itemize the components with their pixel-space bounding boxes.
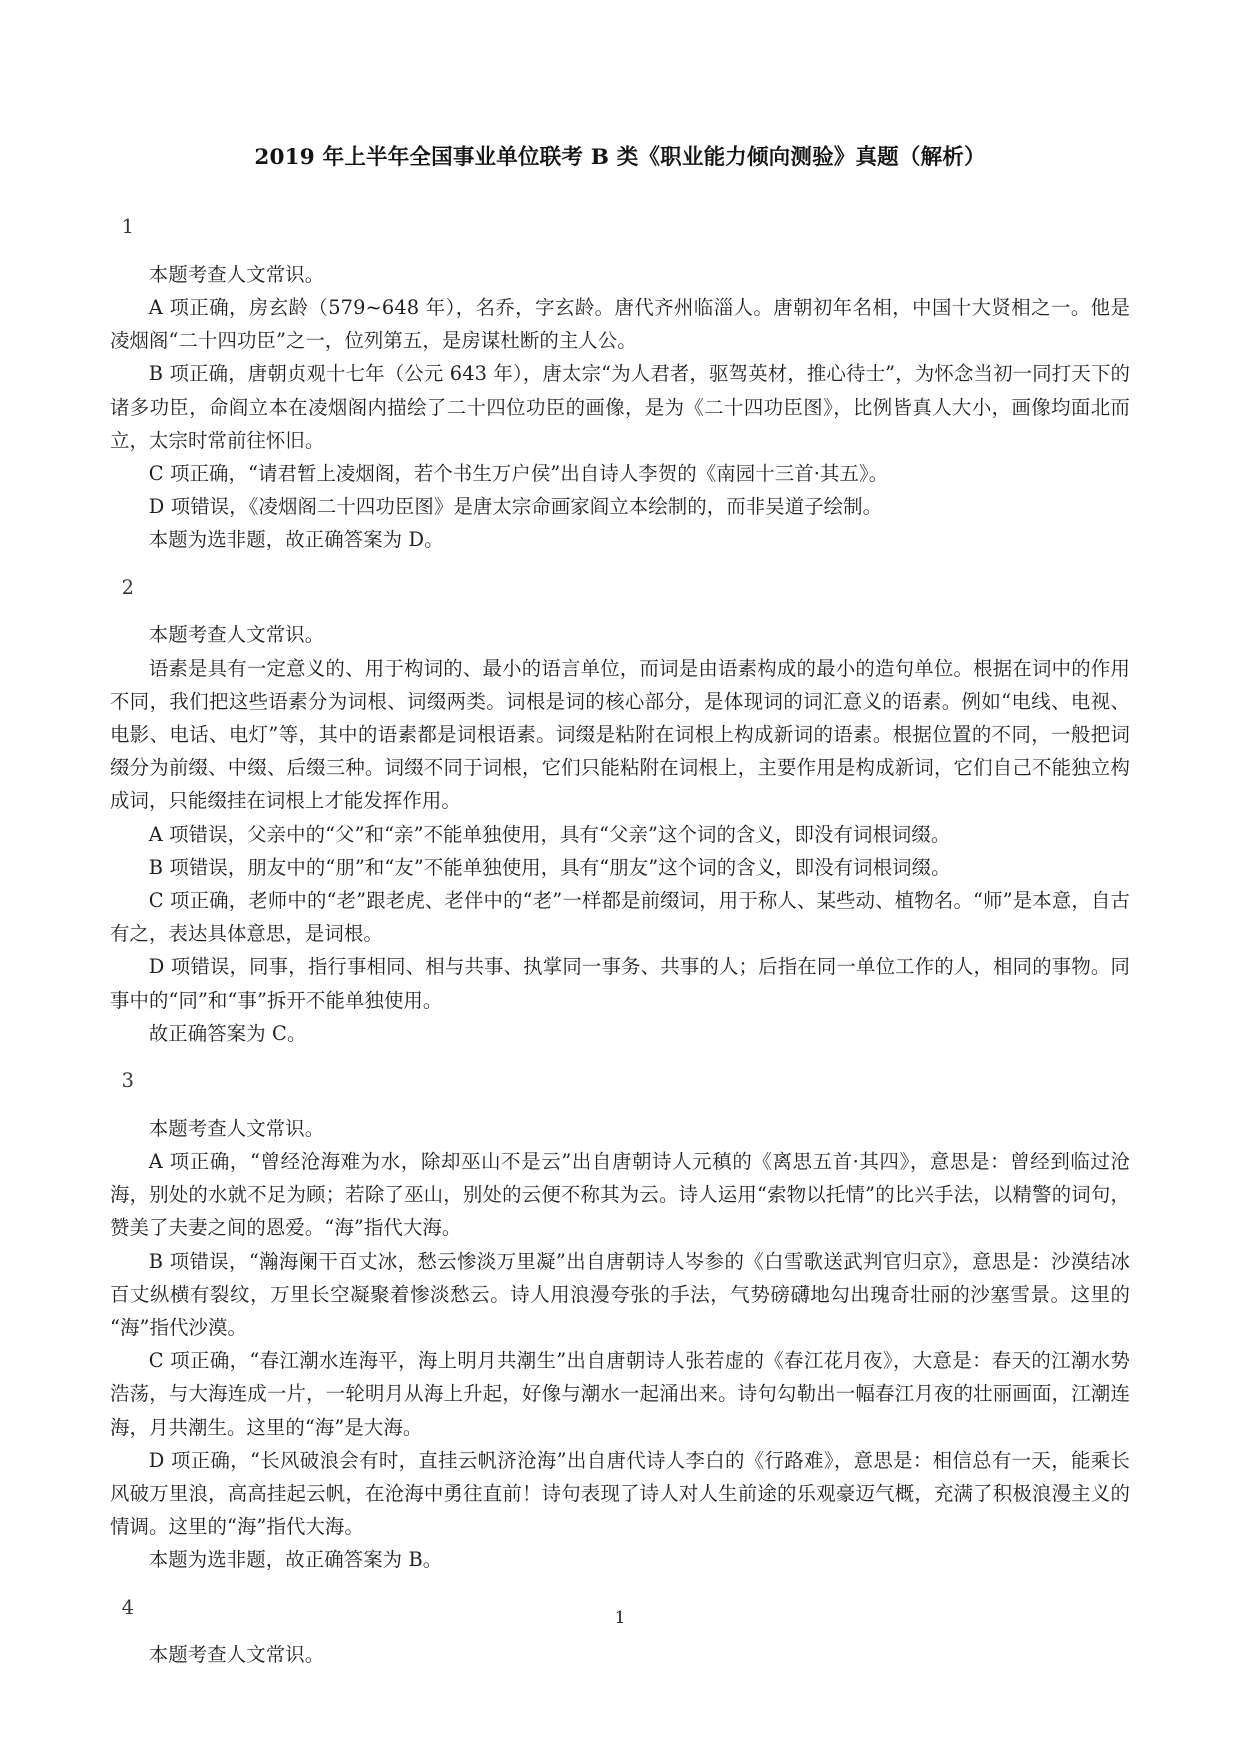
answer-line: A 项错误，父亲中的“父”和“亲”不能单独使用，具有“父亲”这个词的含义，即没有词根词缀。	[148, 822, 951, 846]
answer-line: D 项正确，“长风破浪会有时，直挂云帆济沧海”出自唐代诗人李白的《行路难》，意思是：相信总有一天，能乘长风破万里浪，高高挂起云帆，在沧海中勇往直前！诗句表现了诗人对人生前途的乐观豪迈气概，充满了积极浪漫主义的情调。这里的“海”指代大海。	[110, 1448, 1130, 1539]
answer-line: B 项正确，唐朝贞观十七年（公元 643 年），唐太宗“为人君者，驱驾英材，推心待士”，为怀念当初一同打天下的诸多功臣，命阎立本在凌烟阁内描绘了二十四位功臣的画像，是为《二十四功臣图》，比例皆真人大小，画像均面北而立，太宗时常前往怀旧。	[110, 362, 1130, 452]
answer-line: C 项正确，“春江潮水连海平，海上明月共潮生”出自唐朝诗人张若虚的《春江花月夜》，大意是：春天的江潮水势浩荡，与大海连成一片，一轮明月从海上升起，好像与潮水一起涌出来。诗句勾勒出一幅春江月夜的壮丽画面，江潮连海，月共潮生。这里的“海”是大海。	[110, 1349, 1130, 1439]
answer-line: C 项正确，老师中的“老”跟老虎、老伴中的“老”一样都是前缀词，用于称人、某些动、植物名。“师”是本意，自古有之，表达具体意思，是词根。	[110, 889, 1130, 946]
answer-line: A 项正确，房玄龄（579~648 年），名乔，字玄龄。唐代齐州临淄人。唐朝初年名相，中国十大贤相之一。他是凌烟阁“二十四功臣”之一，位列第五，是房谋杜断的主人公。	[110, 295, 1130, 353]
answer-conclusion: 本题为选非题，故正确答案为 B。	[148, 1548, 443, 1572]
answer-line: 本题考查人文常识。	[148, 262, 325, 286]
page-number: 1	[614, 1608, 626, 1628]
question-number-1: 1	[121, 215, 134, 239]
question-number-2: 2	[121, 576, 134, 599]
answer-conclusion: 本题为选非题，故正确答案为 D。	[148, 528, 444, 552]
answer-line: D 项错误，《凌烟阁二十四功臣图》是唐太宗命画家阎立本绘制的，而非吴道子绘制。	[148, 495, 883, 519]
answer-line: 本题考查人文常识。	[148, 1643, 325, 1667]
answer-line: 语素是具有一定意义的、用于构词的、最小的语言单位，而词是由语素构成的最小的造句单位。根据在词中的作用不同，我们把这些语素分为词根、词缀两类。词根是词的核心部分，是体现词的词汇意义的语素。例如“电线、电视、电影、电话、电灯”等，其中的语素都是词根语素。词缀是粘附在词根上构成新词的语素。根据位置的不同，一般把词缀分为前缀、中缀、后缀三种。词缀不同于词根，它们只能粘附在词根上，主要作用是构成新词，它们自己不能独立构成词，只能缀挂在词根上才能发挥作用。	[110, 656, 1130, 813]
question-number-3: 3	[121, 1069, 134, 1093]
answer-line: B 项错误，朋友中的“朋”和“友”不能单独使用，具有“朋友”这个词的含义，即没有词根词缀。	[148, 855, 951, 879]
answer-conclusion: 故正确答案为 C。	[148, 1021, 307, 1045]
answer-line: C 项正确，“请君暂上凌烟阁，若个书生万户侯”出自诗人李贺的《南园十三首·其五》。	[148, 462, 889, 485]
answer-line: D 项错误，同事，指行事相同、相与共事、执掌同一事务、共事的人；后指在同一单位工作的人，相同的事物。同事中的“同”和“事”拆开不能单独使用。	[110, 955, 1130, 1012]
answer-line: 本题考查人文常识。	[148, 623, 325, 647]
page-title: 2019 年上半年全国事业单位联考 B 类《职业能力倾向测验》真题（解析）	[254, 145, 986, 170]
answer-line: 本题考查人文常识。	[148, 1116, 325, 1140]
document-body	[110, 196, 1130, 1672]
answer-line: A 项正确，“曾经沧海难为水，除却巫山不是云”出自唐朝诗人元稹的《离思五首·其四》，意思是：曾经到临过沧海，别处的水就不足为顾；若除了巫山，别处的云便不称其为云。诗人运用“索物以托情”的比兴手法，以精警的词句，赞美了夫妻之间的恩爱。“海”指代大海。	[110, 1150, 1130, 1240]
question-number-4: 4	[121, 1596, 134, 1620]
answer-line: B 项错误，“瀚海阑干百丈冰，愁云惨淡万里凝”出自唐朝诗人岑参的《白雪歌送武判官归京》，意思是：沙漠结冰百丈纵横有裂纹，万里长空凝聚着惨淡愁云。诗人用浪漫夸张的手法，气势磅礴地勾出瑰奇壮丽的沙塞雪景。这里的“海”指代沙漠。	[110, 1249, 1130, 1340]
